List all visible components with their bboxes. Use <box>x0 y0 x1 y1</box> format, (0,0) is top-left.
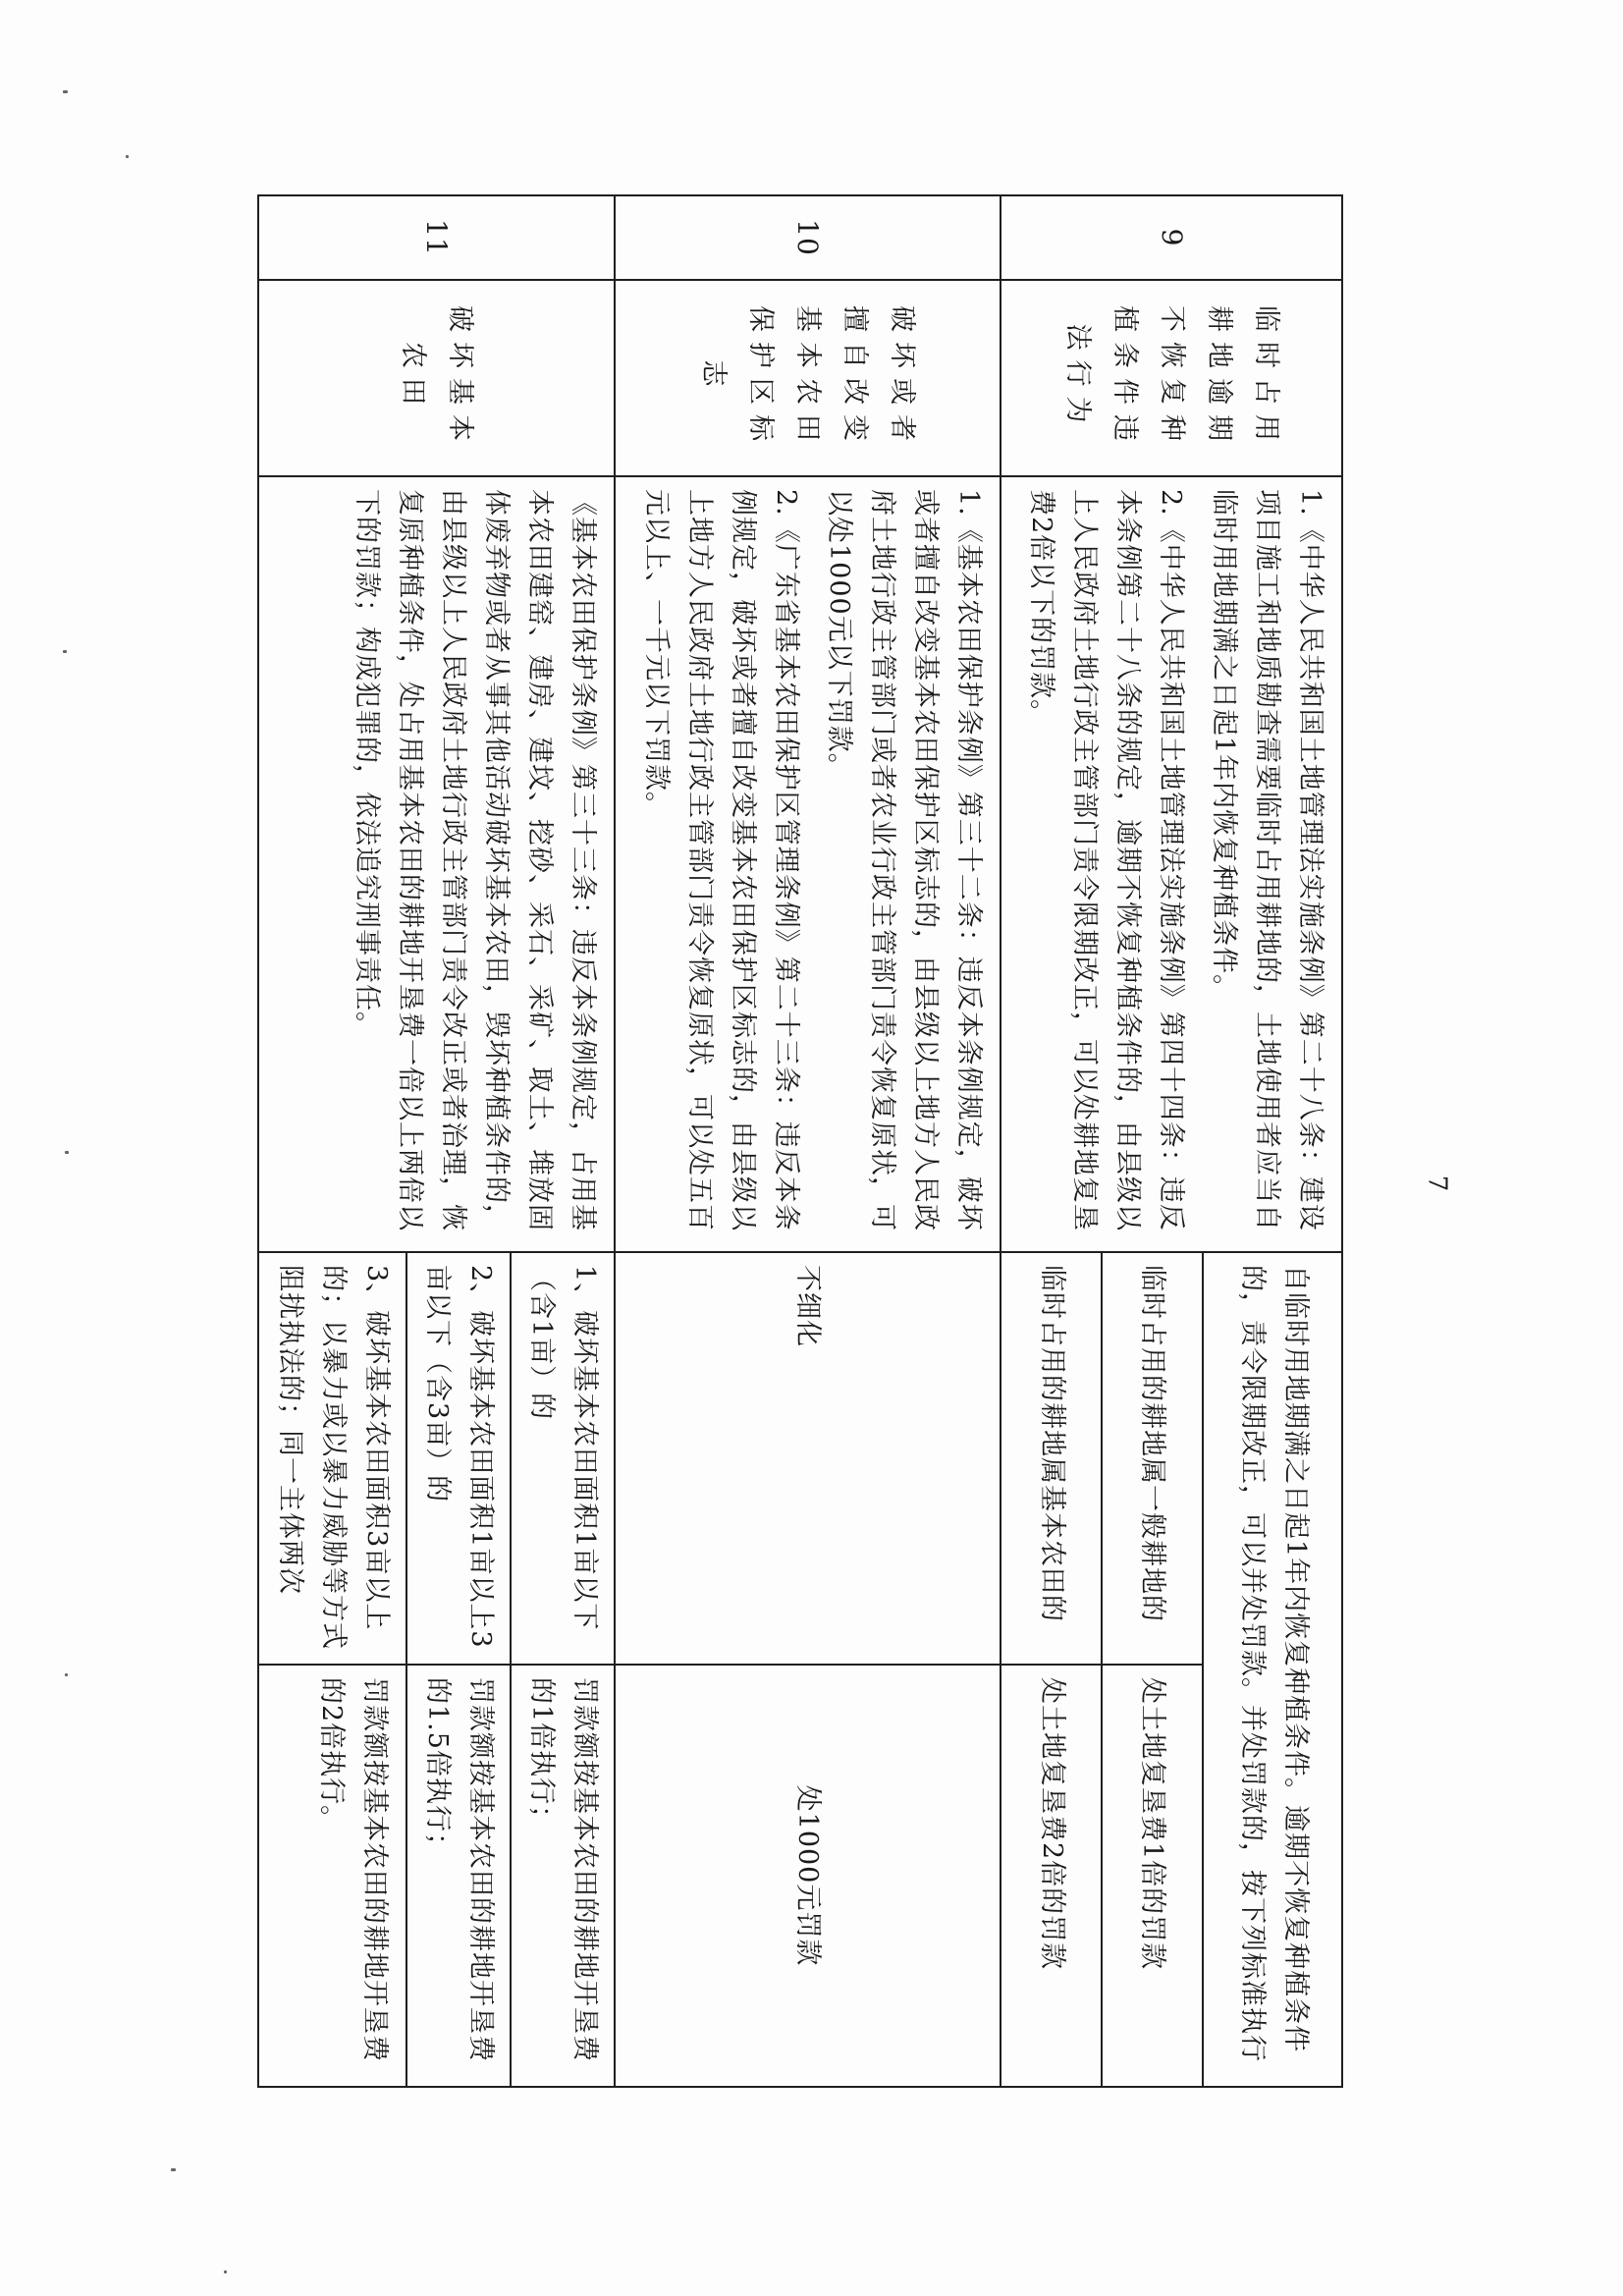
circumstance: 3、破坏基本农田面积3亩以上的；以暴力或以暴力威胁等方式阻扰执法的；同一主体两次 <box>258 1252 406 1665</box>
page-number: 7 <box>1422 1175 1452 1192</box>
legal-basis-clause: 《基本农田保护条例》第三十三条：违反本条例规定，占用基本农田建窑、建房、建坟、挖砂、采石、采矿、取土、堆放固体废弃物或者从事其他活动破坏基本农田，毁坏种植条件的，由县级以上人民政府土地行政主管部门责令改正或者治理，恢复原种植条件，处占用基本农田的耕地开垦费一倍以上两倍以下的罚款；构成犯罪的，依法追究刑事责任。 <box>351 489 598 1231</box>
illegal-act: 破坏基本农田 <box>258 280 615 476</box>
penalty: 罚款额按基本农田的耕地开垦费的1倍执行； <box>511 1665 615 2087</box>
circumstance: 2、破坏基本农田面积1亩以上3亩以下（含3亩）的 <box>406 1252 511 1665</box>
penalty: 处1000元罚款 <box>615 1665 1001 2087</box>
table-row <box>511 195 615 2087</box>
scan-speck <box>63 650 67 653</box>
scan-speck <box>171 2168 176 2171</box>
scan-speck <box>63 90 68 93</box>
circumstance: 1、破坏基本农田面积1亩以下（含1亩）的 <box>511 1252 615 1665</box>
legal-basis <box>615 476 1001 1252</box>
legal-basis <box>258 476 615 1252</box>
circumstance: 临时占用的耕地属一般耕地的 <box>1102 1252 1203 1665</box>
penalty-standards-table <box>257 194 1343 2088</box>
legal-basis <box>1001 476 1342 1252</box>
scan-speck <box>65 1151 69 1154</box>
illegal-act: 临时占用耕地逾期不恢复种植条件违法行为 <box>1001 280 1342 476</box>
scan-speck <box>224 2270 227 2273</box>
table-row <box>615 195 1001 2087</box>
row-number: 9 <box>1001 195 1342 280</box>
legal-basis-clause: 1.《中华人民共和国土地管理法实施条例》第二十八条：建设项目施工和地质勘查需要临时占用耕地的，土地使用者应当自临时用地期满之日起1年内恢复种植条件。 <box>1209 489 1325 1231</box>
circumstance: 不细化 <box>615 1252 1001 1665</box>
legal-basis-clause: 2.《中华人民共和国土地管理法实施条例》第四十四条：违反本条例第二十八条的规定，逾期不恢复种植条件的，由县级以上人民政府土地行政主管部门责令限期改正，可以处耕地复垦费2倍以下的罚款。 <box>1026 489 1186 1231</box>
legal-basis-clause: 1.《基本农田保护条例》第三十二条：违反本条例规定，破坏或者擅自改变基本农田保护区标志的，由县级以上地方人民政府土地行政主管部门或者农业行政主管部门责令恢复原状，可以处1000元以下罚款。 <box>824 489 985 1231</box>
row-number: 11 <box>258 195 615 280</box>
penalty-note: 自临时用地期满之日起1年内恢复种植条件。逾期不恢复种植条件的，责令限期改正，可以并处罚款。并处罚款的，按下列标准执行 <box>1203 1252 1342 2087</box>
table-row <box>1203 195 1342 2087</box>
rotated-table-container <box>257 194 1343 2086</box>
scan-speck <box>126 155 129 158</box>
scan-speck <box>65 1673 68 1676</box>
circumstance: 临时占用的耕地属基本农田的 <box>1001 1252 1102 1665</box>
row-number: 10 <box>615 195 1001 280</box>
legal-basis-clause: 2.《广东省基本农田保护区管理条例》第二十三条：违反本条例规定，破坏或者擅自改变基本农田保护区标志的，由县级以上地方人民政府土地行政主管部门责令恢复原状，可以处五百元以上、一千元以下罚款。 <box>641 489 802 1231</box>
penalty: 处土地复垦费1倍的罚款 <box>1102 1665 1203 2087</box>
penalty: 处土地复垦费2倍的罚款 <box>1001 1665 1102 2087</box>
penalty: 罚款额按基本农田的耕地开垦费的2倍执行。 <box>258 1665 406 2087</box>
penalty: 罚款额按基本农田的耕地开垦费的1.5倍执行； <box>406 1665 511 2087</box>
illegal-act: 破坏或者擅自改变基本农田保护区标志 <box>615 280 1001 476</box>
